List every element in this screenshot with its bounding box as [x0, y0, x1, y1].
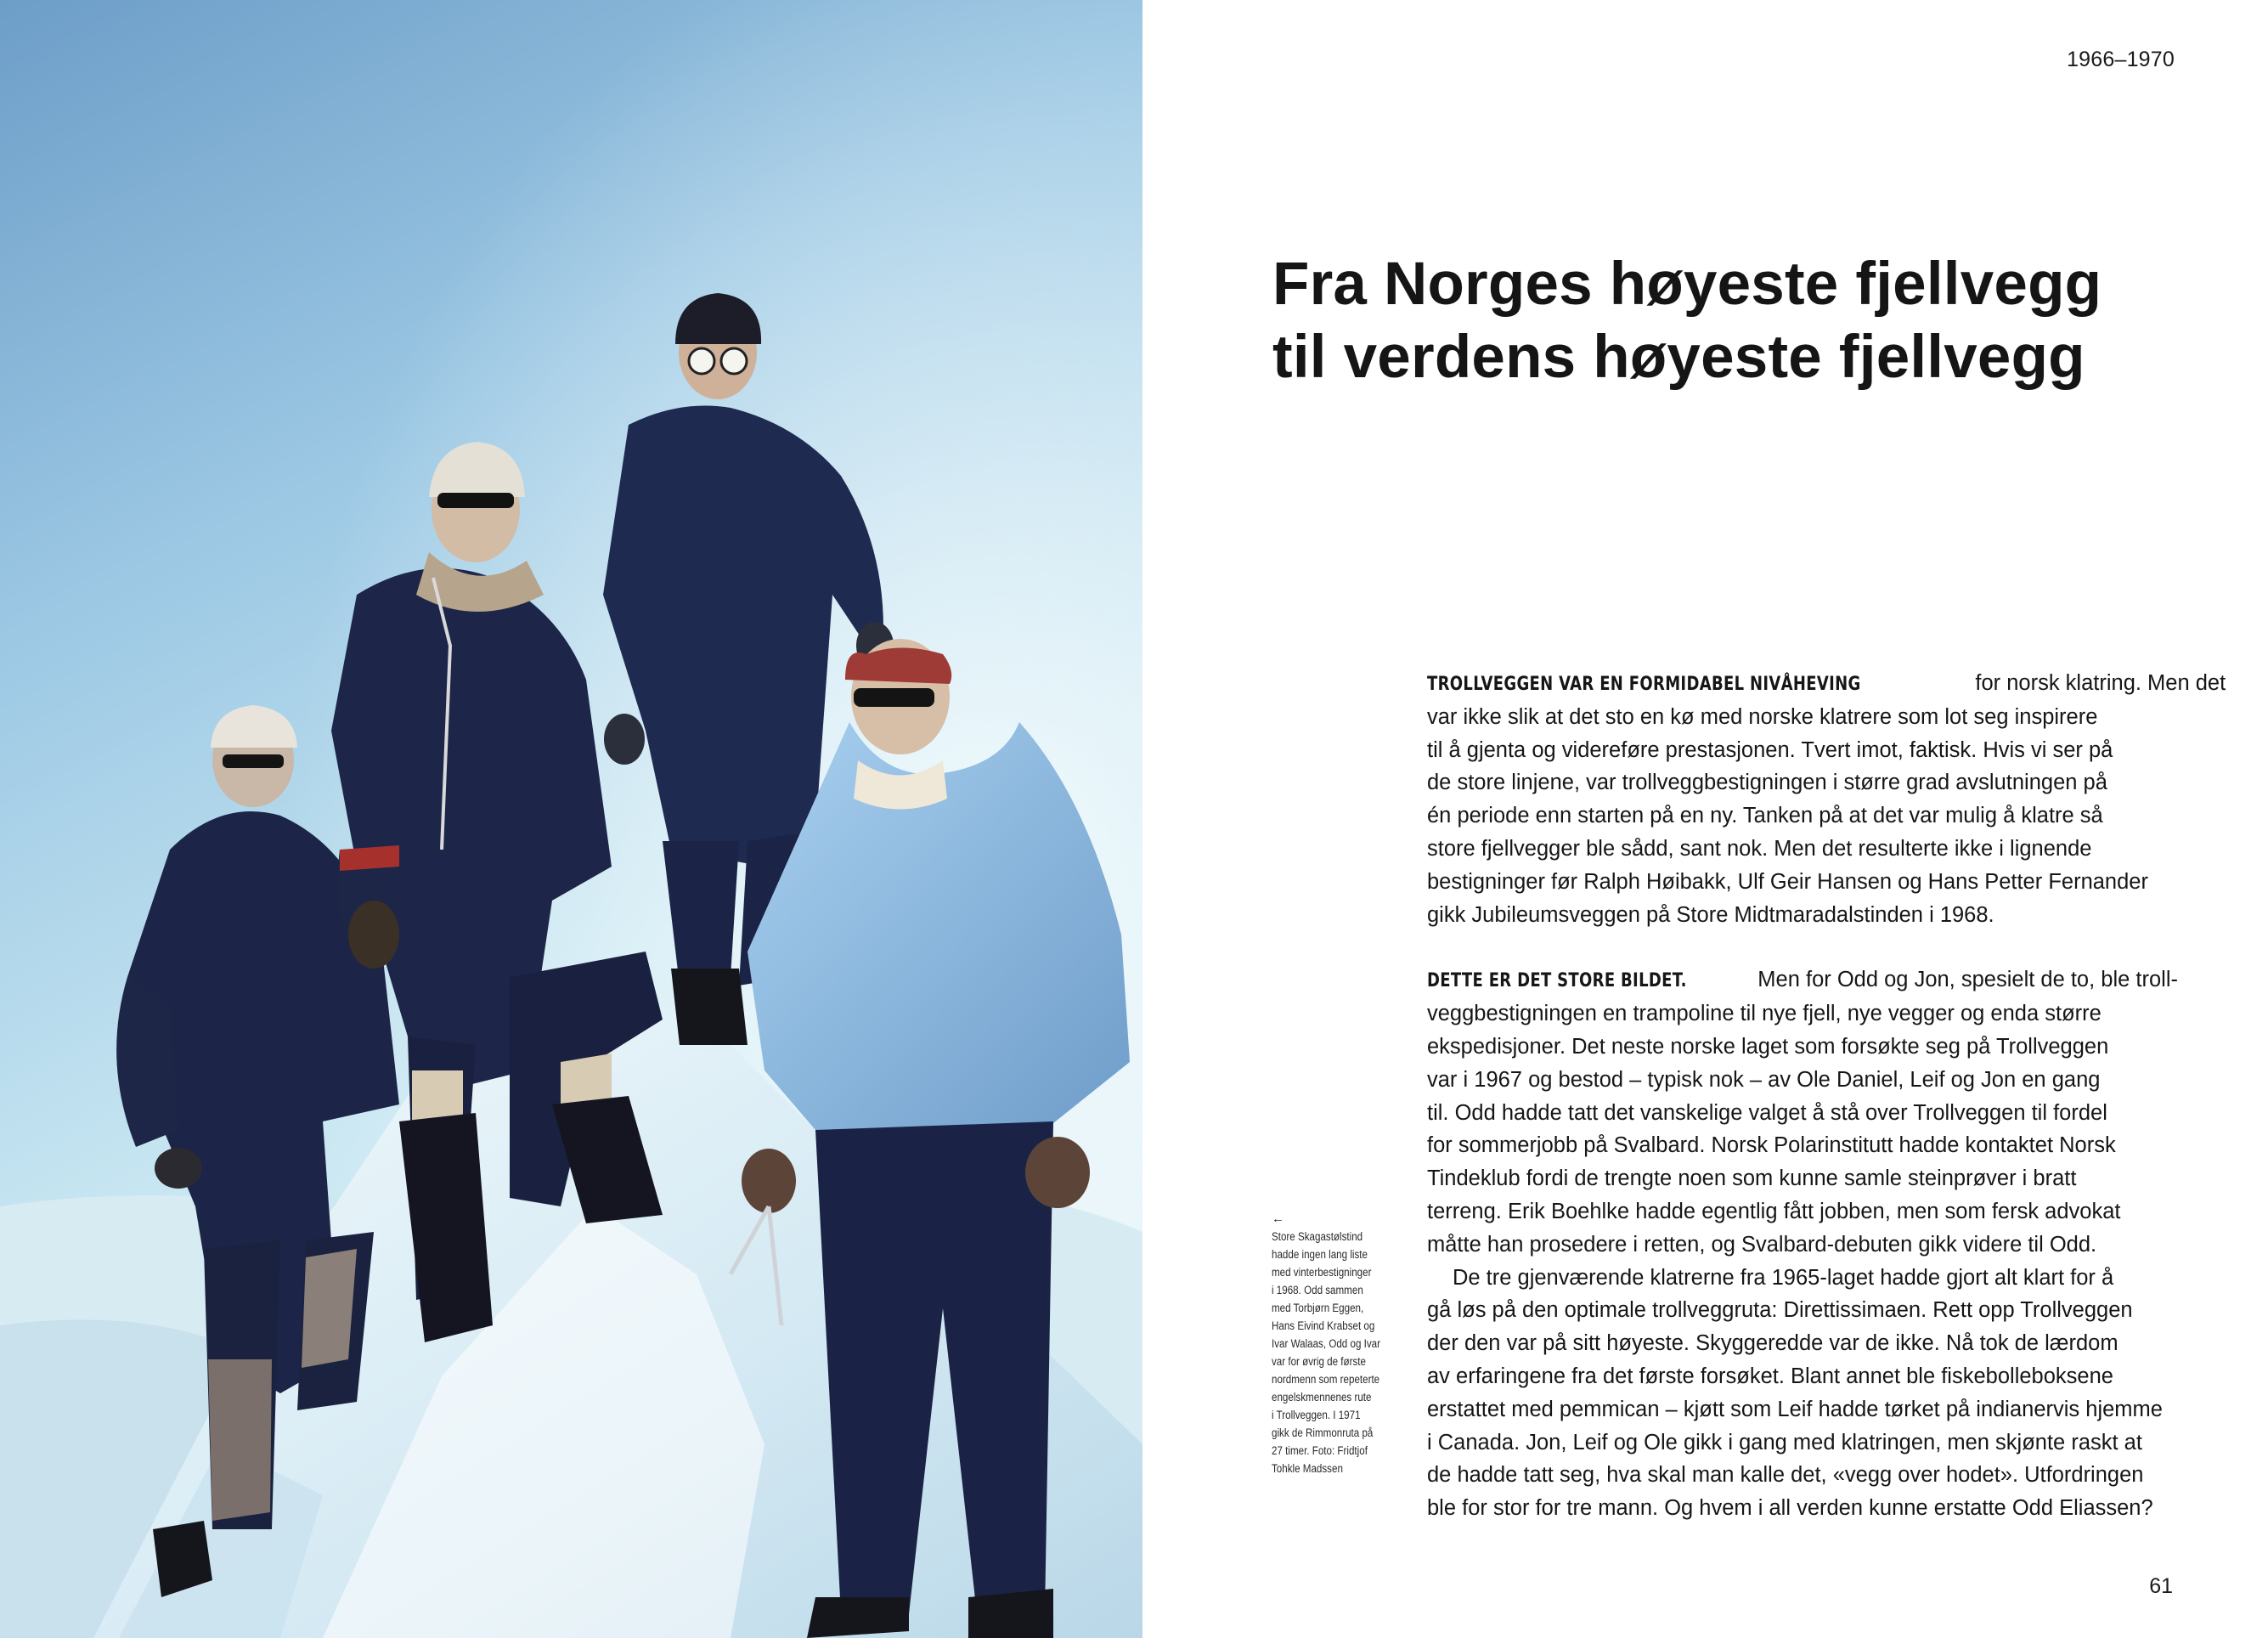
paragraph-1-line: én periode enn starten på en ny. Tanken på at det var mulig å klatre så	[1427, 804, 2103, 828]
paragraph-2-line: var i 1967 og bestod – typisk nok – av Ole Daniel, Leif og Jon en gang	[1427, 1067, 2101, 1092]
paragraph-3-line: gå løs på den optimale trollveggruta: Direttissimaen. Rett opp Trollveggen	[1427, 1298, 2133, 1323]
paragraph-1-line: store fjellvegger ble sådd, sant nok. Men det resulterte ikke i lignende	[1427, 836, 2092, 861]
body-text	[1427, 667, 2226, 1525]
caption-line: engelskmennenes rute	[1272, 1391, 1372, 1404]
paragraph-2-line: ekspedisjoner. Det neste norske laget som forsøkte seg på Trollveggen	[1427, 1034, 2109, 1059]
paragraph-3-line: i Canada. Jon, Leif og Ole gikk i gang med klatringen, men skjønte raskt at	[1427, 1430, 2142, 1454]
paragraph-3-line: De tre gjenværende klatrerne fra 1965-laget hadde gjort alt klart for å	[1453, 1265, 2114, 1290]
paragraph-2-line: for sommerjobb på Svalbard. Norsk Polarinstitutt hadde kontaktet Norsk	[1427, 1133, 2116, 1158]
paragraph-2-line: Tindeklub fordi de trengte noen som kunne samle steinprøver i bratt	[1427, 1166, 2077, 1191]
paragraph-1-line: var ikke slik at det sto en kø med norske klatrere som lot seg inspirere	[1427, 704, 2098, 729]
paragraph-1-line: de store linjene, var trollveggbestigningen i større grad avslutningen på	[1427, 771, 2107, 795]
left-arrow-icon: ←	[1272, 1212, 1284, 1226]
caption-line: i Trollveggen. I 1971	[1272, 1409, 1361, 1421]
photo-caption	[1272, 1211, 1399, 1477]
paragraph-3-line: erstattet med pemmican – kjøtt som Leif hadde tørket på indianervis hjemme	[1427, 1397, 2163, 1421]
paragraph-1-first-line-rest: for norsk klatring. Men det	[1969, 671, 2226, 695]
caption-line: var for øvrig de første	[1272, 1355, 1366, 1368]
paragraph-2-line: måtte han prosedere i retten, og Svalbard-debuten gikk videre til Odd.	[1427, 1232, 2097, 1257]
paragraph-1-line: til å gjenta og videreføre prestasjonen. Tvert imot, faktisk. Hvis vi ser på	[1427, 737, 2113, 762]
paragraph-1-line	[1427, 667, 2226, 701]
paragraph-2-lead-in: DETTE ER DET STORE BILDET.	[1427, 969, 1687, 992]
paragraph-1-line: bestigninger før Ralph Høibakk, Ulf Geir Hansen og Hans Petter Fernander	[1427, 869, 2148, 894]
paragraph-3-line: av erfaringene fra det første forsøket. Blant annet ble fiskebolleboksene	[1427, 1364, 2113, 1388]
paragraph-2-line	[1427, 963, 2178, 997]
caption-line: Hans Eivind Krabset og	[1272, 1319, 1375, 1332]
caption-line: 27 timer. Foto: Fridtjof	[1272, 1444, 1368, 1457]
caption-line: hadde ingen lang liste	[1272, 1248, 1368, 1261]
paragraph-1-line: gikk Jubileumsveggen på Store Midtmaradalstinden i 1968.	[1427, 902, 1994, 927]
page-number: 61	[2149, 1574, 2173, 1598]
paragraph-3-line: der den var på sitt høyeste. Skyggeredde var de ikke. Nå tok de lærdom	[1427, 1331, 2118, 1356]
paragraph-3-line: de hadde tatt seg, hva skal man kalle det, «vegg over hodet». Utfordringen	[1427, 1463, 2144, 1488]
caption-line: med vinterbestigninger	[1272, 1266, 1372, 1279]
paragraph-spacer	[1427, 931, 2175, 963]
paragraph-2-line: veggbestigningen en trampoline til nye fjell, nye vegger og enda større	[1427, 1002, 2102, 1026]
chapter-title-line-1: Fra Norges høyeste fjellvegg	[1272, 251, 2102, 318]
paragraph-3-line: ble for stor for tre mann. Og hvem i all verden kunne erstatte Odd Eliassen?	[1427, 1496, 2153, 1521]
chapter-title	[1272, 248, 2207, 394]
caption-line: gikk de Rimmonruta på	[1272, 1426, 1374, 1439]
caption-line: med Torbjørn Eggen,	[1272, 1302, 1364, 1314]
caption-line: i 1968. Odd sammen	[1272, 1284, 1363, 1296]
chapter-title-line-2: til verdens høyeste fjellvegg	[1272, 324, 2085, 391]
paragraph-2-line: til. Odd hadde tatt det vanskelige valget å stå over Trollveggen til fordel	[1427, 1100, 2107, 1125]
caption-line: Ivar Walaas, Odd og Ivar	[1272, 1337, 1380, 1350]
paragraph-1-lead-in: TROLLVEGGEN VAR EN FORMIDABEL NIVÅHEVING	[1427, 673, 1861, 695]
caption-line: Tohkle Madssen	[1272, 1462, 1343, 1475]
running-head: 1966–1970	[2067, 48, 2175, 71]
caption-line: Store Skagastølstind	[1272, 1230, 1363, 1243]
paragraph-2-first-line-rest: Men for Odd og Jon, spesielt de to, ble troll-	[1752, 968, 2178, 992]
paragraph-2-line: terreng. Erik Boehlke hadde egentlig fått jobben, men som fersk advokat	[1427, 1199, 2121, 1223]
caption-line: nordmenn som repeterte	[1272, 1373, 1380, 1386]
